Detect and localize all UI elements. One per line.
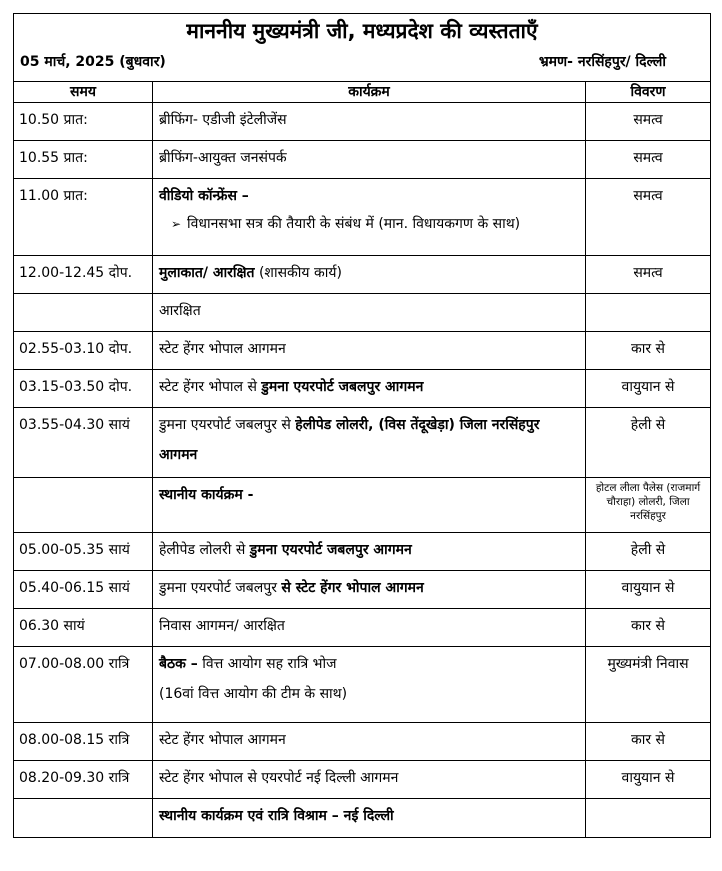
table-row bbox=[14, 571, 711, 609]
table-row bbox=[14, 478, 711, 533]
details-cell: समत्व bbox=[586, 256, 711, 294]
header-time: समय bbox=[14, 82, 153, 103]
date-tour-row bbox=[14, 45, 710, 81]
details-cell: वायुयान से bbox=[586, 370, 711, 408]
time-cell: 03.15-03.50 दोप. bbox=[14, 370, 153, 408]
schedule-table bbox=[13, 13, 711, 838]
program-cell bbox=[153, 571, 586, 609]
details-cell: समत्व bbox=[586, 141, 711, 179]
program-cell bbox=[153, 370, 586, 408]
arrow-bullet-icon: ➢ bbox=[171, 217, 182, 231]
time-cell: 10.50 प्रात: bbox=[14, 103, 153, 141]
program-cell: ब्रीफिंग-आयुक्त जनसंपर्क bbox=[153, 141, 586, 179]
schedule-date: 05 मार्च, 2025 (बुधवार) bbox=[20, 54, 166, 70]
program-cell: स्टेट हेंगर भोपाल से एयरपोर्ट नई दिल्ली आगमन bbox=[153, 761, 586, 799]
details-cell: समत्व bbox=[586, 103, 711, 141]
table-row bbox=[14, 799, 711, 838]
program-cell: स्टेट हेंगर भोपाल आगमन bbox=[153, 723, 586, 761]
program-heading: मुलाकात/ आरक्षित bbox=[159, 265, 255, 281]
program-cell bbox=[153, 533, 586, 571]
program-heading: स्थानीय कार्यक्रम - bbox=[159, 487, 254, 503]
table-row bbox=[14, 141, 711, 179]
table-row bbox=[14, 408, 711, 478]
time-cell: 06.30 सायं bbox=[14, 609, 153, 647]
program-cell bbox=[153, 478, 586, 533]
details-cell: वायुयान से bbox=[586, 571, 711, 609]
program-heading: डुमना एयरपोर्ट जबलपुर आगमन bbox=[249, 542, 412, 558]
header-details: विवरण bbox=[586, 82, 711, 103]
program-cell bbox=[153, 799, 586, 838]
details-cell bbox=[586, 294, 711, 332]
time-cell: 08.00-08.15 रात्रि bbox=[14, 723, 153, 761]
time-cell: 11.00 प्रात: bbox=[14, 179, 153, 256]
program-text: वित्त आयोग सह रात्रि भोज bbox=[197, 656, 337, 672]
time-cell: 10.55 प्रात: bbox=[14, 141, 153, 179]
program-heading: स्थानीय कार्यक्रम एवं रात्रि विश्राम – नई दिल्ली bbox=[159, 808, 394, 824]
time-cell: 05.00-05.35 सायं bbox=[14, 533, 153, 571]
time-cell bbox=[14, 294, 153, 332]
program-cell bbox=[153, 256, 586, 294]
time-cell: 03.55-04.30 सायं bbox=[14, 408, 153, 478]
tour-location: भ्रमण- नरसिंहपुर/ दिल्ली bbox=[538, 54, 667, 70]
time-cell bbox=[14, 478, 153, 533]
time-cell: 08.20-09.30 रात्रि bbox=[14, 761, 153, 799]
table-row bbox=[14, 761, 711, 799]
table-row bbox=[14, 103, 711, 141]
table-row bbox=[14, 370, 711, 408]
header-program: कार्यक्रम bbox=[153, 82, 586, 103]
details-cell: समत्व bbox=[586, 179, 711, 256]
program-cell: आरक्षित bbox=[153, 294, 586, 332]
program-heading: डुमना एयरपोर्ट जबलपुर आगमन bbox=[261, 379, 424, 395]
details-cell: हेली से bbox=[586, 533, 711, 571]
program-note: विधानसभा सत्र की तैयारी के संबंध में (मान. विधायकगण के साथ) bbox=[187, 216, 521, 232]
program-text: हेलीपेड लोलरी से bbox=[159, 542, 250, 558]
details-cell: वायुयान से bbox=[586, 761, 711, 799]
details-cell bbox=[586, 799, 711, 838]
program-cell bbox=[153, 179, 586, 256]
program-text: डुमना एयरपोर्ट जबलपुर से bbox=[159, 417, 296, 433]
table-row bbox=[14, 647, 711, 723]
program-text: स्टेट हेंगर भोपाल से bbox=[159, 379, 262, 395]
details-cell: मुख्यमंत्री निवास bbox=[586, 647, 711, 723]
table-row bbox=[14, 294, 711, 332]
program-cell: स्टेट हेंगर भोपाल आगमन bbox=[153, 332, 586, 370]
program-cell: निवास आगमन/ आरक्षित bbox=[153, 609, 586, 647]
time-cell: 12.00-12.45 दोप. bbox=[14, 256, 153, 294]
details-cell: हेली से bbox=[586, 408, 711, 478]
time-cell: 05.40-06.15 सायं bbox=[14, 571, 153, 609]
program-note: (शासकीय कार्य) bbox=[254, 265, 342, 281]
details-cell: होटल लीला पैलेस (राजमार्ग चौराहा) लोलरी, जिला नरसिंहपुर bbox=[586, 478, 711, 533]
time-cell: 02.55-03.10 दोप. bbox=[14, 332, 153, 370]
table-row bbox=[14, 723, 711, 761]
program-cell bbox=[153, 408, 586, 478]
program-bullet bbox=[159, 215, 581, 233]
table-row bbox=[14, 533, 711, 571]
program-heading: बैठक – bbox=[159, 656, 198, 672]
program-note: (16वां वित्त आयोग की टीम के साथ) bbox=[159, 686, 348, 702]
header-row bbox=[14, 82, 711, 103]
table-row bbox=[14, 179, 711, 256]
details-cell: कार से bbox=[586, 723, 711, 761]
details-cell: कार से bbox=[586, 609, 711, 647]
table-row bbox=[14, 256, 711, 294]
program-cell bbox=[153, 647, 586, 723]
details-cell: कार से bbox=[586, 332, 711, 370]
time-cell bbox=[14, 799, 153, 838]
program-heading: से स्टेट हेंगर भोपाल आगमन bbox=[281, 580, 424, 596]
program-text: डुमना एयरपोर्ट जबलपुर bbox=[159, 580, 282, 596]
page-title: माननीय मुख्यमंत्री जी, मध्यप्रदेश की व्यस्तताएँ bbox=[14, 14, 711, 46]
program-heading: हेलीपेड लोलरी, (विस तेंदूखेड़ा) जिला नरसिंहपुर आगमन bbox=[159, 417, 540, 463]
table-row bbox=[14, 332, 711, 370]
time-cell: 07.00-08.00 रात्रि bbox=[14, 647, 153, 723]
program-cell: ब्रीफिंग- एडीजी इंटेलीजेंस bbox=[153, 103, 586, 141]
program-heading: वीडियो कॉन्फ्रेंस – bbox=[159, 188, 249, 204]
table-row bbox=[14, 609, 711, 647]
